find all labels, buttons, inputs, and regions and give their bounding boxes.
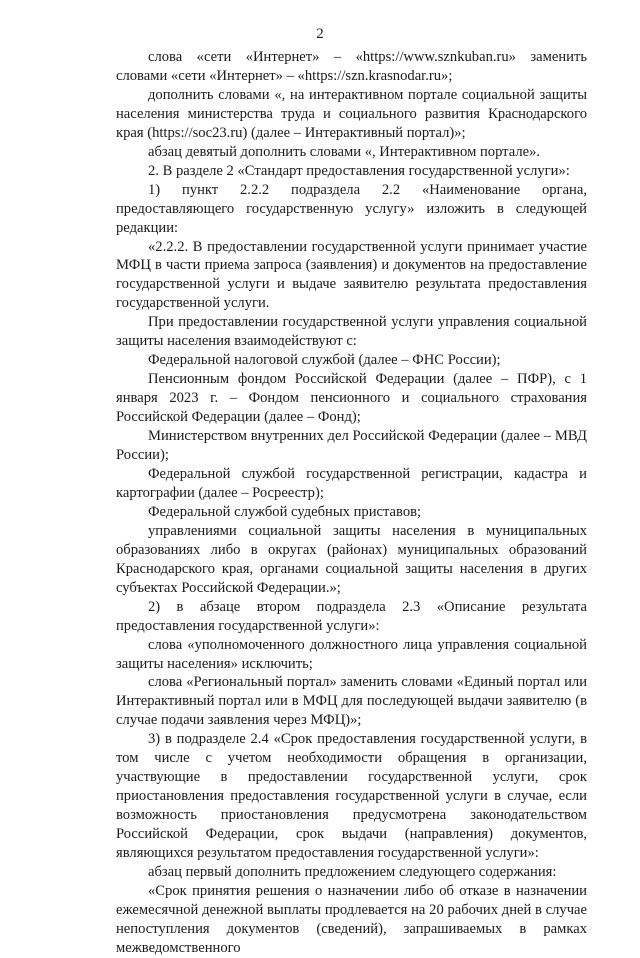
paragraph: Федеральной службой судебных приставов; [148, 503, 422, 520]
paragraph: дополнить словами «, на интерактивном портале социальной защиты населения министерства труда и социального развития Краснодарского края (https://soc23.ru) (далее – Интерактивный портал)»; [116, 86, 587, 141]
paragraph: 2. В разделе 2 «Стандарт предоставления государственной услуги»: [148, 162, 570, 179]
paragraph: 2) в абзаце втором подраздела 2.3 «Описание результата предоставления государственной услуги»: [116, 598, 587, 634]
document-body [116, 48, 587, 958]
paragraph: Федеральной налоговой службой (далее – ФНС России); [148, 352, 501, 369]
paragraph: абзац девятый дополнить словами «, Интерактивном портале». [148, 143, 541, 160]
paragraph: При предоставлении государственной услуги управления социальной защиты населения взаимодействуют с: [116, 314, 587, 350]
paragraph: Пенсионным фондом Российской Федерации (далее – ПФР), с 1 января 2023 г. – Фондом пенсионного и социального страхования Российской Федерации (далее – Фонд); [116, 371, 587, 426]
paragraph: Федеральной службой государственной регистрации, кадастра и картографии (далее – Росреестр); [116, 465, 587, 501]
paragraph: 1) пункт 2.2.2 подраздела 2.2 «Наименование органа, предоставляющего государственную услугу» изложить в следующей редакции: [116, 181, 587, 236]
paragraph: 3) в подразделе 2.4 «Срок предоставления государственной услуги, в том числе с учетом необходимости обращения в организации, участвующие в предоставлении государственной услуги, срок приостановления предоставления государственной услуги в случае, если возможность приостановления предусмотрена законодательством Российской Федерации, срок выдачи (направления) документов, являющихся результатом предоставления государственной услуги»: [116, 731, 587, 862]
page-number: 2 [316, 26, 324, 42]
paragraph: управлениями социальной защиты населения в муниципальных образованиях либо в округах (районах) муниципальных образований Краснодарского края, органами социальной защиты населения в других субъектах Российской Федерации.»; [116, 522, 587, 596]
paragraph: слова «Региональный портал» заменить словами «Единый портал или Интерактивный портал или в МФЦ для последующей выдачи заявителю (в случае подачи заявления через МФЦ)»; [116, 674, 587, 729]
paragraph: «Срок принятия решения о назначении либо об отказе в назначении ежемесячной денежной выплаты продлевается на 20 рабочих дней в случае непоступления документов (сведений), запрашиваемых в рамках межведомственного [116, 882, 587, 956]
paragraph: «2.2.2. В предоставлении государственной услуги принимает участие МФЦ в части приема запроса (заявления) и документов на предоставление государственной услуги и выдаче заявителю результата предоставления государственной услуги. [116, 238, 587, 312]
paragraph: слова «сети «Интернет» – «https://www.sznkuban.ru» заменить словами «сети «Интернет» – «https://szn.krasnodar.ru»; [116, 49, 587, 84]
paragraph: Министерством внутренних дел Российской Федерации (далее – МВД России); [116, 428, 587, 464]
paragraph: слова «уполномоченного должностного лица управления социальной защиты населения» исключить; [116, 636, 587, 672]
paragraph: абзац первый дополнить предложением следующего содержания: [148, 863, 557, 880]
